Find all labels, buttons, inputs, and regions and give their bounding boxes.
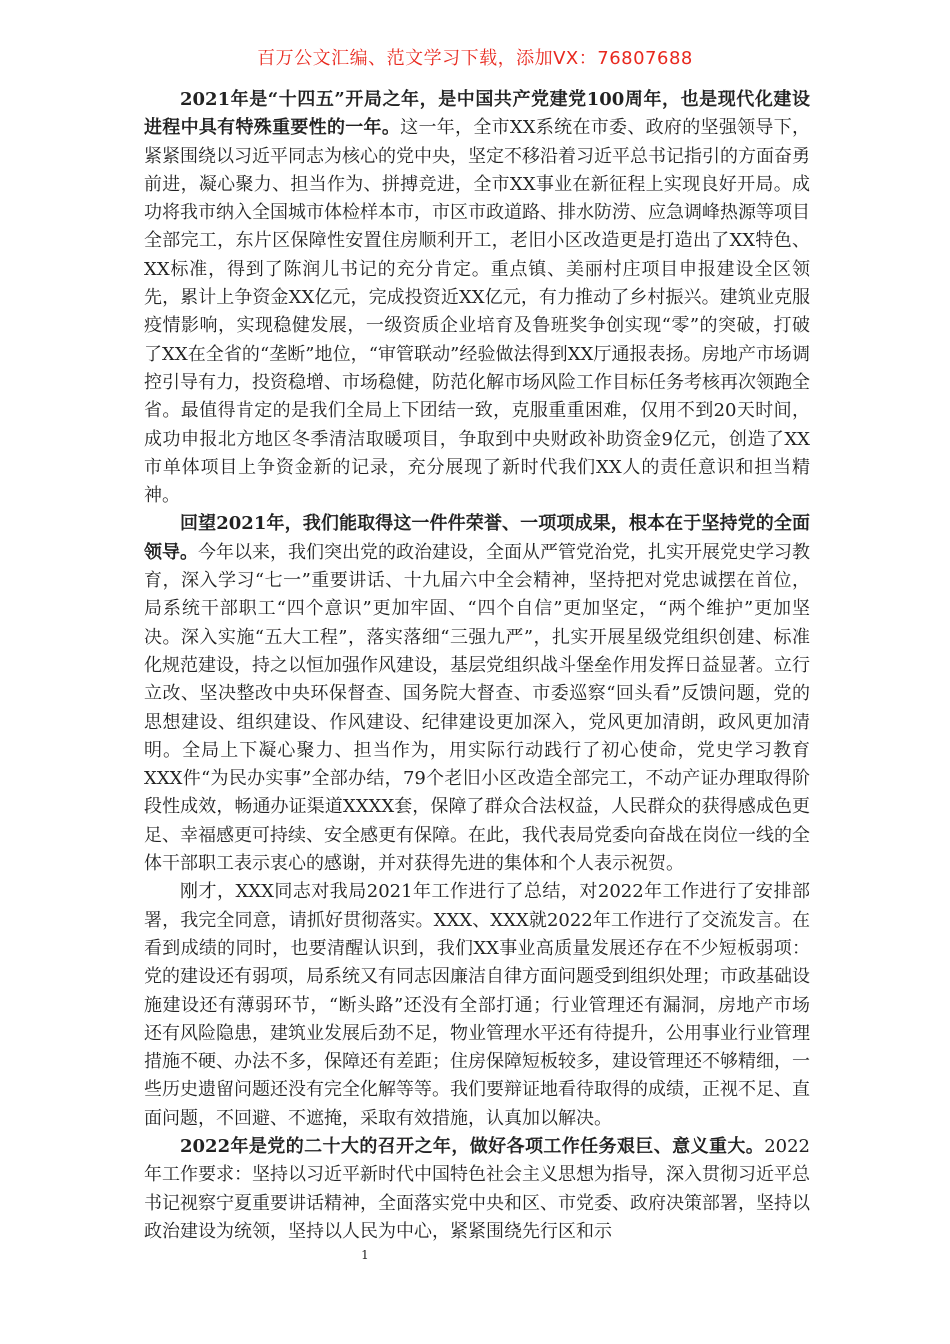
paragraph-4 [144, 1133, 810, 1246]
paragraph-1-lead: 2021年是“十四五”开局之年，是中国共产党建党100周年，也是现代化建设进程中具有特殊重要性的一年。 [144, 89, 810, 139]
paragraph-4-text: 2022年工作要求：坚持以习近平新时代中国特色社会主义思想为指导，深入贯彻习近平总书记视察宁夏重要讲话精神，全面落实党中央和区、市党委、政府决策部署，坚持以政治建设为统领，坚持以人民为中心，紧紧围绕先行区和示 [144, 1135, 810, 1242]
paragraph-1 [144, 86, 810, 510]
paragraph-2 [144, 510, 810, 878]
document-body [144, 86, 810, 1246]
paragraph-2-lead: 回望2021年，我们能取得这一件件荣誉、一项项成果，根本在于坚持党的全面领导。 [144, 513, 810, 563]
paragraph-4-lead: 2022年是党的二十大的召开之年，做好各项工作任务艰巨、意义重大。 [180, 1135, 765, 1157]
page-number: 1 [361, 1248, 369, 1262]
paragraph-3-text: 刚才，XXX同志对我局2021年工作进行了总结，对2022年工作进行了安排部署，我完全同意，请抓好贯彻落实。XXX、XXX就2022年工作进行了交流发言。在看到成绩的同时，也要清醒认识到，我们XX事业高质量发展还存在不少短板弱项：党的建设还有弱项，局系统又有同志因廉洁自律方面问题受到组织处理；市政基础设施建设还有薄弱环节，“断头路”还没有全部打通；行业管理还有漏洞，房地产市场还有风险隐患，建筑业发展后劲不足，物业管理水平还有待提升，公用事业行业管理措施不硬、办法不多，保障还有差距；住房保障短板较多，建设管理还不够精细，一些历史遗留问题还没有完全化解等等。我们要辩证地看待取得的成绩，正视不足、直面问题，不回避、不遮掩，采取有效措施，认真加以解决。 [144, 881, 810, 1129]
paragraph-1-text: 这一年，全市XX系统在市委、政府的坚强领导下，紧紧围绕以习近平同志为核心的党中央，坚定不移沿着习近平总书记指引的方面奋勇前进，凝心聚力、担当作为、拼搏竞进，全市XX事业在新征程上实现良好开局。成功将我市纳入全国城市体检样本市，市区市政道路、排水防涝、应急调峰热源等项目全部完工，东片区保障性安置住房顺利开工，老旧小区改造更是打造出了XX特色、XX标准，得到了陈润儿书记的充分肯定。重点镇、美丽村庄项目申报建设全区领先，累计上争资金XX亿元，完成投资近XX亿元，有力推动了乡村振兴。建筑业克服疫情影响，实现稳健发展，一级资质企业培育及鲁班奖争创实现“零”的突破，打破了XX在全省的“垄断”地位，“审管联动”经验做法得到XX厅通报表扬。房地产市场调控引导有力，投资稳增、市场稳健，防范化解市场风险工作目标任务考核再次领跑全省。最值得肯定的是我们全局上下团结一致，克服重重困难，仅用不到20天时间，成功申报北方地区冬季清洁取暖项目，争取到中央财政补助资金9亿元，创造了XX市单体项目上争资金新的记录，充分展现了新时代我们XX人的责任意识和担当精神。 [144, 117, 810, 507]
page-header-banner: 百万公文汇编、范文学习下载，添加VX：76807688 [257, 48, 693, 69]
paragraph-3 [144, 878, 810, 1133]
paragraph-2-text: 今年以来，我们突出党的政治建设，全面从严管党治党，扎实开展党史学习教育，深入学习“七一”重要讲话、十九届六中全会精神，坚持把对党忠诚摆在首位，局系统干部职工“四个意识”更加牢固、“四个自信”更加坚定，“两个维护”更加坚决。深入实施“五大工程”，落实落细“三强九严”，扎实开展星级党组织创建、标准化规范建设，持之以恒加强作风建设，基层党组织战斗堡垒作用发挥日益显著。立行立改、坚决整改中央环保督查、国务院大督查、市委巡察“回头看”反馈问题，党的思想建设、组织建设、作风建设、纪律建设更加深入，党风更加清朗，政风更加清明。全局上下凝心聚力、担当作为，用实际行动践行了初心使命，党史学习教育XXX件“为民办实事”全部办结，79个老旧小区改造全部完工，不动产证办理取得阶段性成效，畅通办证渠道XXXX套，保障了群众合法权益，人民群众的获得感成色更足、幸福感更可持续、安全感更有保障。在此，我代表局党委向奋战在岗位一线的全体干部职工表示衷心的感谢，并对获得先进的集体和个人表示祝贺。 [144, 541, 810, 875]
